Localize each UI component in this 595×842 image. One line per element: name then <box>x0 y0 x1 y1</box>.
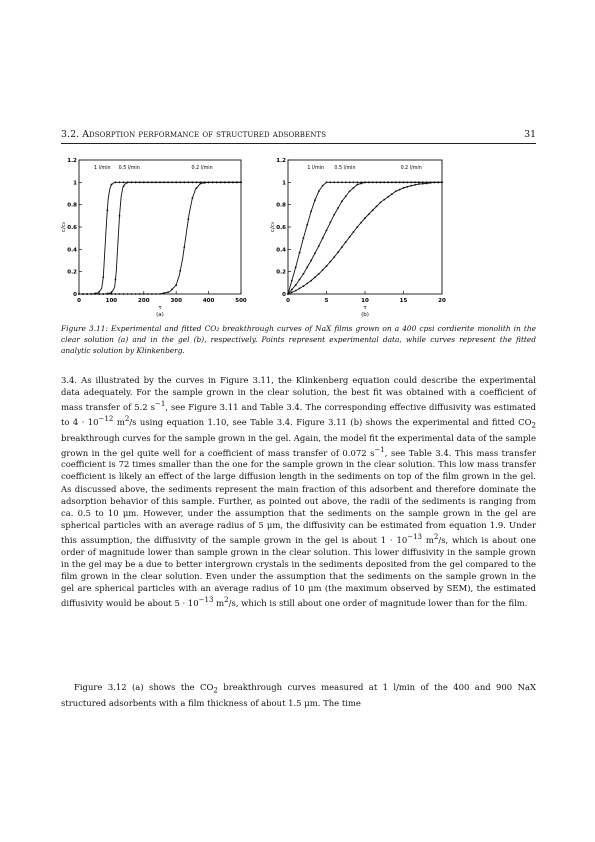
experimental-point <box>364 181 366 183</box>
x-tick-label: 10 <box>361 298 369 304</box>
experimental-point <box>171 181 173 183</box>
experimental-point <box>119 215 121 217</box>
experimental-point <box>341 181 343 183</box>
experimental-point <box>441 181 443 183</box>
experimental-point <box>212 181 214 183</box>
y-tick-label: 0.4 <box>276 247 286 254</box>
y-tick-label: 0 <box>282 292 286 298</box>
experimental-point <box>115 293 117 295</box>
experimental-point <box>337 251 339 253</box>
x-tick-label: 15 <box>399 298 408 304</box>
experimental-point <box>310 210 312 212</box>
experimental-point <box>376 205 378 207</box>
x-tick-label: 200 <box>138 298 150 304</box>
experimental-point <box>403 181 405 183</box>
experimental-point <box>159 293 161 295</box>
experimental-point <box>200 183 202 185</box>
experimental-point <box>383 181 385 183</box>
experimental-point <box>94 293 96 295</box>
experimental-point <box>360 183 362 185</box>
experimental-point <box>192 181 194 183</box>
x-tick-label: 0 <box>77 298 81 304</box>
experimental-point <box>418 183 420 185</box>
experimental-point <box>387 181 389 183</box>
experimental-point <box>329 261 331 263</box>
experimental-point <box>333 214 335 216</box>
experimental-point <box>155 181 157 183</box>
experimental-point <box>414 184 416 186</box>
experimental-point <box>337 207 339 209</box>
x-tick-label: 400 <box>202 298 215 304</box>
experimental-point <box>410 185 412 187</box>
experimental-point <box>204 182 206 184</box>
experimental-point <box>430 182 432 184</box>
experimental-point <box>295 284 297 286</box>
y-tick-label: 1 <box>73 180 77 187</box>
experimental-point <box>196 181 198 183</box>
experimental-point <box>337 181 339 183</box>
y-tick-label: 0.2 <box>67 269 77 276</box>
chart-panel-a <box>55 152 255 324</box>
experimental-point <box>163 181 165 183</box>
y-tick-label: 0.4 <box>67 247 77 254</box>
experimental-point <box>295 266 297 268</box>
experimental-point <box>333 181 335 183</box>
header-rule <box>61 143 536 144</box>
experimental-point <box>208 181 210 183</box>
experimental-point <box>391 193 393 195</box>
experimental-point <box>102 276 104 278</box>
experimental-point <box>183 246 185 248</box>
experimental-point <box>306 266 308 268</box>
x-tick-label: 500 <box>235 298 247 304</box>
panel-label: (b) <box>361 312 369 318</box>
experimental-point <box>353 181 355 183</box>
y-tick-label: 1.2 <box>276 158 286 164</box>
x-axis-label: τ <box>158 305 162 311</box>
experimental-point <box>123 185 125 187</box>
experimental-point <box>349 190 351 192</box>
y-tick-label: 0.8 <box>276 202 286 209</box>
experimental-point <box>291 280 293 282</box>
experimental-point <box>224 181 226 183</box>
experimental-point <box>353 187 355 189</box>
section-number: 3.2. <box>61 129 80 140</box>
experimental-point <box>127 181 129 183</box>
plot-frame <box>288 160 442 294</box>
experimental-point <box>406 186 408 188</box>
curve-annotation: 0.2 l/min <box>191 165 213 171</box>
experimental-point <box>98 291 100 293</box>
experimental-point <box>329 222 331 224</box>
section-title: Adsorption performance of structured adsorbents <box>82 129 327 140</box>
experimental-point <box>353 231 355 233</box>
experimental-point <box>291 289 293 291</box>
experimental-point <box>303 237 305 239</box>
y-tick-label: 0.2 <box>276 269 286 276</box>
running-header <box>61 129 536 143</box>
x-tick-label: 100 <box>105 298 118 304</box>
experimental-point <box>322 237 324 239</box>
x-axis-label: τ <box>363 305 367 311</box>
experimental-point <box>322 269 324 271</box>
experimental-point <box>410 181 412 183</box>
curve-annotation: 0.2 l/min <box>400 165 422 171</box>
experimental-point <box>131 181 133 183</box>
experimental-point <box>426 183 428 185</box>
fitted-curve-2 <box>288 182 442 294</box>
experimental-point <box>139 181 141 183</box>
experimental-point <box>380 202 382 204</box>
experimental-point <box>236 181 238 183</box>
experimental-point <box>391 181 393 183</box>
experimental-point <box>341 246 343 248</box>
experimental-point <box>179 270 181 272</box>
experimental-point <box>287 293 289 295</box>
experimental-point <box>368 213 370 215</box>
experimental-point <box>303 273 305 275</box>
y-tick-label: 0.8 <box>67 202 77 209</box>
experimental-point <box>216 181 218 183</box>
experimental-point <box>364 217 366 219</box>
experimental-point <box>418 181 420 183</box>
experimental-point <box>314 199 316 201</box>
experimental-point <box>228 181 230 183</box>
y-tick-label: 0.6 <box>67 225 77 231</box>
experimental-point <box>143 181 145 183</box>
experimental-point <box>90 293 92 295</box>
experimental-point <box>306 282 308 284</box>
x-tick-label: 0 <box>286 298 290 304</box>
body-paragraph-2: Figure 3.12 (a) shows the $CO_2$ breakthrough curves measured at 1 l/min of the 400 and 900 NaX structured adsorbents with a film thickness of about 1.5 μm. The time <box>61 682 536 708</box>
experimental-point <box>179 181 181 183</box>
experimental-point <box>147 181 149 183</box>
experimental-point <box>82 293 84 295</box>
experimental-point <box>326 265 328 267</box>
experimental-point <box>167 181 169 183</box>
x-tick-label: 300 <box>170 298 182 304</box>
experimental-point <box>291 291 293 293</box>
experimental-point <box>403 187 405 189</box>
experimental-point <box>115 279 117 281</box>
experimental-point <box>345 181 347 183</box>
experimental-point <box>139 293 141 295</box>
experimental-point <box>106 293 108 295</box>
experimental-point <box>299 288 301 290</box>
experimental-point <box>78 293 80 295</box>
experimental-point <box>399 189 401 191</box>
experimental-point <box>111 184 113 186</box>
figure-caption: Figure 3.11: Experimental and fitted CO₂ breakthrough curves of NaX films grown on a 400 cpsi cordierite monolith in the clear solution (a) and in the gel (b), respectively. Points represent experimental data, while curves represent the fitted analytic solution by Klinkenberg. <box>61 324 536 355</box>
experimental-point <box>127 293 129 295</box>
experimental-point <box>151 293 153 295</box>
experimental-point <box>151 181 153 183</box>
experimental-point <box>106 209 108 211</box>
chart-panel-b <box>262 152 457 324</box>
y-axis-label: c/c₀ <box>270 221 276 233</box>
experimental-point <box>183 181 185 183</box>
x-tick-label: 5 <box>324 298 329 304</box>
experimental-point <box>433 181 435 183</box>
experimental-point <box>356 184 358 186</box>
experimental-point <box>143 293 145 295</box>
experimental-point <box>306 224 308 226</box>
y-tick-label: 1 <box>282 180 286 187</box>
experimental-point <box>314 252 316 254</box>
experimental-point <box>196 187 198 189</box>
experimental-point <box>368 181 370 183</box>
experimental-point <box>318 273 320 275</box>
experimental-point <box>175 284 177 286</box>
experimental-point <box>395 190 397 192</box>
experimental-point <box>232 181 234 183</box>
experimental-point <box>395 181 397 183</box>
curve-annotation: 0.5 l/min <box>118 165 140 171</box>
experimental-point <box>175 181 177 183</box>
experimental-point <box>437 181 439 183</box>
x-tick-label: 20 <box>438 298 446 304</box>
experimental-point <box>422 183 424 185</box>
experimental-point <box>318 190 320 192</box>
experimental-point <box>123 293 125 295</box>
experimental-point <box>349 236 351 238</box>
experimental-point <box>341 200 343 202</box>
y-tick-label: 1.2 <box>67 158 77 164</box>
experimental-point <box>360 222 362 224</box>
experimental-point <box>376 181 378 183</box>
y-tick-label: 0 <box>73 292 77 298</box>
experimental-point <box>414 181 416 183</box>
experimental-point <box>349 181 351 183</box>
experimental-point <box>333 256 335 258</box>
curve-annotation: 1 l/min <box>307 165 325 171</box>
experimental-point <box>303 285 305 287</box>
experimental-point <box>147 293 149 295</box>
experimental-point <box>240 181 242 183</box>
experimental-point <box>329 181 331 183</box>
fitted-curve-1 <box>288 182 442 294</box>
experimental-point <box>187 218 189 220</box>
experimental-point <box>135 293 137 295</box>
experimental-point <box>220 181 222 183</box>
experimental-point <box>119 293 121 295</box>
experimental-point <box>155 293 157 295</box>
section-heading <box>61 129 326 140</box>
experimental-point <box>345 241 347 243</box>
experimental-point <box>387 196 389 198</box>
experimental-point <box>115 181 117 183</box>
experimental-point <box>187 181 189 183</box>
fitted-curve-3 <box>288 182 442 294</box>
experimental-point <box>326 181 328 183</box>
experimental-point <box>310 280 312 282</box>
page-number: 31 <box>524 129 536 140</box>
experimental-point <box>326 229 328 231</box>
experimental-point <box>383 199 385 201</box>
experimental-point <box>322 185 324 187</box>
curve-annotation: 0.5 l/min <box>334 165 356 171</box>
experimental-point <box>295 290 297 292</box>
experimental-point <box>98 293 100 295</box>
experimental-point <box>299 252 301 254</box>
y-axis-label: c/c₀ <box>61 221 67 233</box>
experimental-point <box>314 276 316 278</box>
experimental-point <box>192 197 194 199</box>
experimental-point <box>111 293 113 295</box>
experimental-point <box>167 291 169 293</box>
experimental-point <box>406 181 408 183</box>
experimental-point <box>86 293 88 295</box>
panel-label: (a) <box>156 312 164 318</box>
experimental-point <box>131 293 133 295</box>
experimental-point <box>310 260 312 262</box>
experimental-point <box>372 209 374 211</box>
experimental-point <box>102 293 104 295</box>
experimental-point <box>123 181 125 183</box>
experimental-point <box>159 181 161 183</box>
experimental-point <box>356 181 358 183</box>
experimental-point <box>318 245 320 247</box>
experimental-point <box>163 292 165 294</box>
experimental-point <box>345 195 347 197</box>
experimental-point <box>399 181 401 183</box>
experimental-point <box>299 279 301 281</box>
experimental-point <box>171 288 173 290</box>
y-tick-label: 0.6 <box>276 225 286 231</box>
experimental-point <box>356 226 358 228</box>
body-paragraph-1: 3.4. As illustrated by the curves in Figure 3.11, the Klinkenberg equation could describe the experimental data adequately. For the sample grown in the clear solution, the best fit was obtained with a coefficient of mass transfer of 5.2 $s^{-1}$, see Figure 3.11 and Table 3.4. The corresponding effective diffusivity was estimated to $4 \cdot 10^{-12}$ $m^2/s$ using equation 1.10, see Table 3.4. Figure 3.11 (b) shows the experimental and fitted $CO_2$ breakthrough curves for the sample grown in the gel. Again, the model fit the experimental data of the sample grown in the gel quite well for a coefficient of mass transfer of 0.072 $s^{-1}$, see Table 3.4. This mass transfer coefficient is 72 times smaller than the one for the sample grown in the clear solution. This low mass transfer coefficient is likely an effect of the large diffusion length in the sediments on top of the film grown in the gel. As discussed above, the sediments represent the main fraction of this adsorbent and therefore dominate the adsorption behavior of this sample. Further, as pointed out above, the radii of the sediments is ranging from ca. 0.5 to 10 μm. However, under the assumption that the sediments on the sample grown in the gel are spherical particles with an average radius of 5 μm, the diffusivity can be estimated from equation 1.9. Under this assumption, the diffusivity of the sample grown in the gel is about $1 \cdot 10^{-13}$ $m^2/s$, which is about one order of magnitude lower than sample grown in the clear solution. This lower diffusivity in the sample grown in the gel may be a due to better intergrown crystals in the sediments deposited from the gel compared to the film grown in the clear solution. Even under the assumption that the sediments on the sample grown in the gel are spherical particles with an average radius of 10 μm (the maximum observed by SEM), the estimated diffusivity would be about $5 \cdot 10^{-13}$ $m^2/s$, which is still about one order of magnitude lower than for the film. <box>61 375 536 608</box>
curve-annotation: 1 l/min <box>94 165 111 171</box>
experimental-point <box>119 181 121 183</box>
experimental-point <box>135 181 137 183</box>
experimental-point <box>380 181 382 183</box>
experimental-point <box>372 181 374 183</box>
